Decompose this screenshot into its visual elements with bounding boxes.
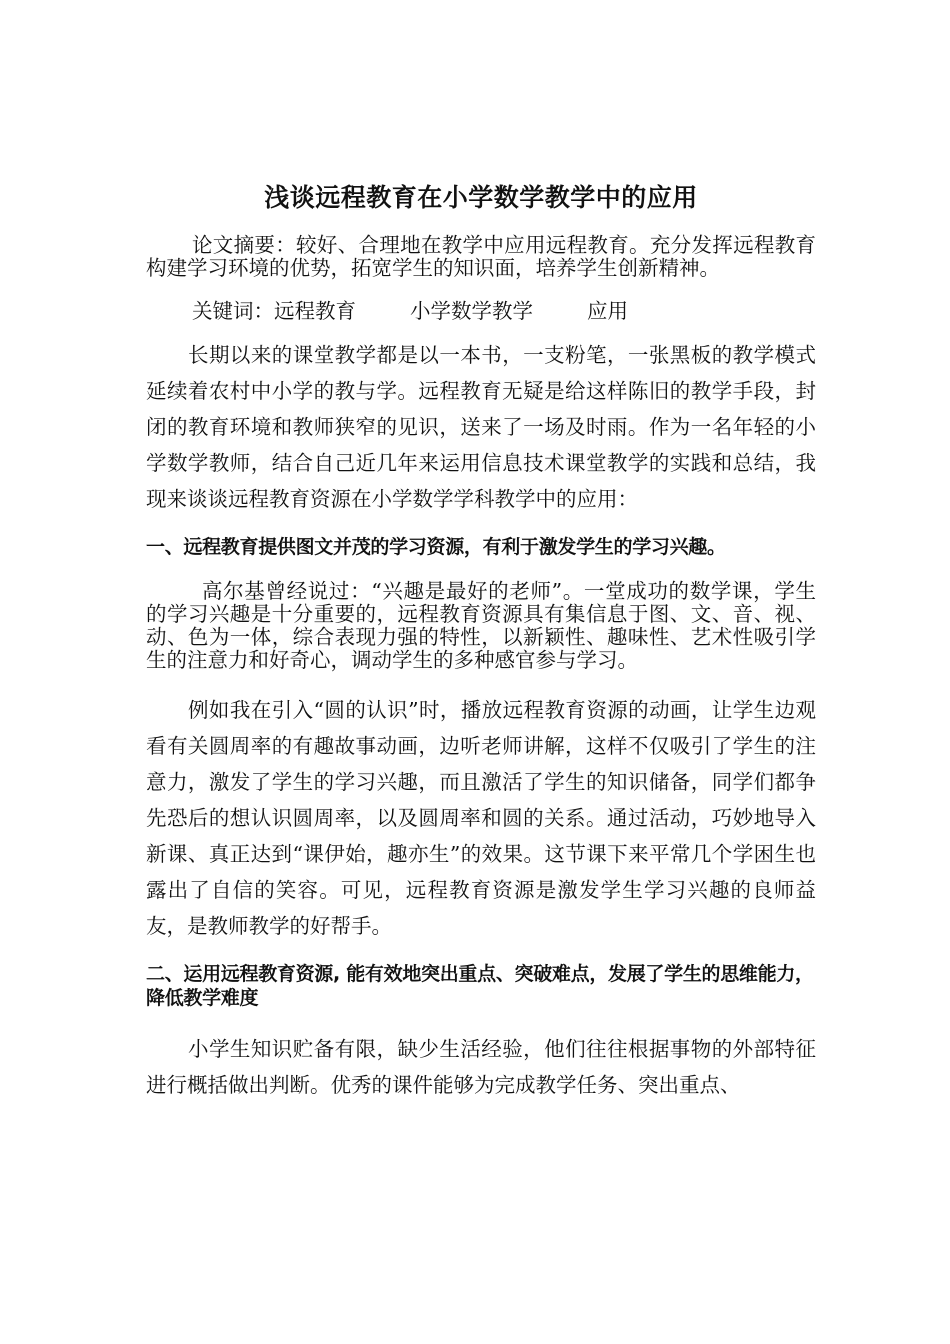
section-1-paragraph-1: 高尔基曾经说过：“兴趣是最好的老师”。一堂成功的数学课，学生的学习兴趣是十分重要的，远程教育资源具有集信息于图、文、音、视、动、色为一体，综合表现力强的特性，以新颖性、趣味性、艺术性吸引学生的注意力和好奇心，调动学生的多种感官参与学习。 [146,579,816,672]
section-2-paragraph-1: 小学生知识贮备有限，缺少生活经验，他们往往根据事物的外部特征进行概括做出判断。优秀的课件能够为完成教学任务、突出重点、 [146,1037,816,1097]
keyword-2: 小学数学教学 [410,299,533,323]
intro-paragraph: 长期以来的课堂教学都是以一本书，一支粉笔，一张黑板的教学模式延续着农村中小学的教与学。远程教育无疑是给这样陈旧的教学手段，封闭的教育环境和教师狭窄的见识，送来了一场及时雨。作为一名年轻的小学数学教师，结合自己近几年来运用信息技术课堂教学的实践和总结，我现来谈谈远程教育资源在小学数学学科教学中的应用： [146,343,816,511]
document-body [146,180,816,1103]
keyword-1: 远程教育 [274,299,356,323]
keywords-line [146,298,816,324]
keyword-3: 应用 [587,299,628,323]
abstract-paragraph: 论文摘要：较好、合理地在教学中应用远程教育。充分发挥远程教育构建学习环境的优势，拓宽学生的知识面，培养学生创新精神。 [146,233,816,280]
section-1-heading: 一、远程教育提供图文并茂的学习资源，有利于激发学生的学习兴趣。 [146,536,726,558]
document-title: 浅谈远程教育在小学数学教学中的应用 [264,183,698,212]
keywords-label: 关键词： [192,299,274,323]
section-1-paragraph-2: 例如我在引入“圆的认识”时，播放远程教育资源的动画，让学生边观看有关圆周率的有趣故事动画，边听老师讲解，这样不仅吸引了学生的注意力，激发了学生的学习兴趣，而且激活了学生的知识储备，同学们都争先恐后的想认识圆周率，以及圆周率和圆的关系。通过活动，巧妙地导入新课、真正达到“课伊始，趣亦生”的效果。这节课下来平常几个学困生也露出了自信的笑容。可见，远程教育资源是激发学生学习兴趣的良师益友，是教师教学的好帮手。 [146,698,816,938]
section-2-heading: 二、运用远程教育资源, 能有效地突出重点、突破难点，发展了学生的思维能力，降低教学难度 [146,963,814,1009]
